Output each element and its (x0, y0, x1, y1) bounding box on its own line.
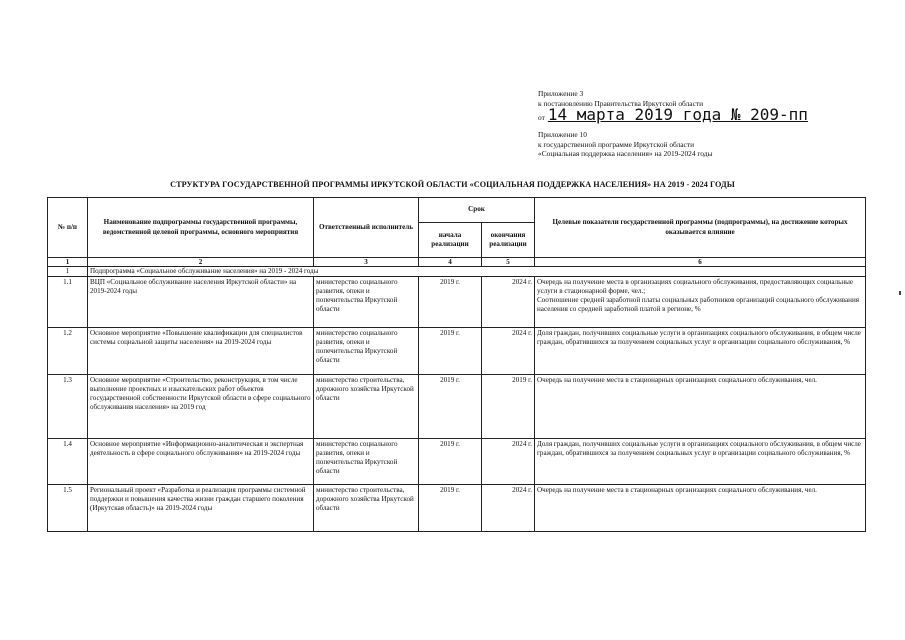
column-numbers-row (48, 258, 866, 267)
header-name: Наименование подпрограммы государственной программы, ведомственной целевой программы, основного мероприятия (88, 198, 314, 258)
header-num: № п/п (48, 198, 88, 258)
column-number: 3 (314, 258, 419, 267)
table-row (48, 277, 866, 328)
appendix-3-block (538, 89, 808, 123)
row-indicator: Доля граждан, получивших социальные услуги в организациях социального обслуживания, в общем числе граждан, обратившихся за получением социальных услуг в организации социального обслуживания, % (537, 329, 861, 347)
row-start-year: 2019 г. (419, 485, 482, 532)
header-end: окончания реализации (482, 223, 535, 258)
document-title: СТРУКТУРА ГОСУДАРСТВЕННОЙ ПРОГРАММЫ ИРКУТСКОЙ ОБЛАСТИ «СОЦИАЛЬНАЯ ПОДДЕРЖКА НАСЕЛЕНИЯ» НА 2019 - 2024 ГОДЫ (170, 180, 735, 189)
subprogram-row (48, 267, 866, 277)
subprogram-num: 1 (48, 267, 88, 277)
program-structure-table (47, 197, 866, 532)
table-row (48, 375, 866, 439)
decree-line (538, 105, 808, 125)
column-number: 6 (535, 258, 866, 267)
row-indicator: Очередь на получение места в стационарных организациях социального обслуживания, чел. (537, 486, 817, 494)
row-name: Основное мероприятие «Строительство, реконструкция, в том числе выполнение проектных и изыскательских работ объектов государственной собственности Иркутской области в сфере социального обслуживания населения» на 2019 год (88, 375, 314, 439)
appendix-10-label: Приложение 10 (538, 130, 587, 139)
row-indicators (535, 328, 866, 375)
table-row (48, 328, 866, 375)
column-number: 4 (419, 258, 482, 267)
row-name: Основное мероприятие «Повышение квалификации для специалистов системы социальной защиты населения» на 2019-2024 годы (88, 328, 314, 375)
row-num: 1.2 (48, 328, 88, 375)
appendix-3-reference: к постановлению Правительства Иркутской области (538, 98, 704, 108)
scan-speck (899, 291, 901, 295)
row-end-year: 2024 г. (482, 485, 535, 532)
decree-from-prefix: от (538, 113, 545, 123)
header-indicators: Целевые показатели государственной программы (подпрограммы), на достижение которых оказывается влияние (535, 198, 866, 258)
row-executor: министерство социального развития, опеки и попечительства Иркутской области (314, 439, 419, 485)
row-start-year: 2019 г. (419, 439, 482, 485)
row-num: 1.4 (48, 439, 88, 485)
row-num: 1.5 (48, 485, 88, 532)
column-number: 1 (48, 258, 88, 267)
row-num: 1.3 (48, 375, 88, 439)
row-end-year: 2024 г. (482, 439, 535, 485)
subprogram-title: Подпрограмма «Социальное обслуживание населения» на 2019 - 2024 годы (88, 267, 866, 277)
row-num: 1.1 (48, 277, 88, 328)
header-executor: Ответственный исполнитель (314, 198, 419, 258)
row-indicator: Доля граждан, получивших социальные услуги в организациях социального обслуживания, в общем числе граждан, обратившихся за получением социальных услуг в организации социального обслуживания, % (537, 440, 861, 458)
table-row (48, 485, 866, 532)
header-term: Срок (419, 198, 535, 223)
row-indicators (535, 277, 866, 328)
appendix-10-program: «Социальная поддержка населения» на 2019-2024 годы (538, 149, 713, 159)
row-name: Основное мероприятие «Информационно-аналитическая и экспертная деятельность в сфере социального обслуживания» на 2019-2024 годы (88, 439, 314, 485)
row-indicators (535, 485, 866, 532)
row-start-year: 2019 г. (419, 375, 482, 439)
row-executor: министерство строительства, дорожного хозяйства Иркутской области (314, 375, 419, 439)
row-indicators (535, 439, 866, 485)
row-end-year: 2024 г. (482, 277, 535, 328)
row-start-year: 2019 г. (419, 328, 482, 375)
row-executor: министерство социального развития, опеки и попечительства Иркутской области (314, 328, 419, 375)
row-indicator: Очередь на получение места в организациях социального обслуживания, предоставляющих социальные услуги в стационарной форме, чел.; (537, 278, 854, 296)
row-name: Региональный проект «Разработка и реализация программы системной поддержки и повышения качества жизни граждан старшего поколения (Иркутская область)» на 2019-2024 годы (88, 485, 314, 532)
table-row (48, 439, 866, 485)
appendix-10-reference: к государственной программе Иркутской области (538, 139, 695, 149)
row-indicator: Очередь на получение места в стационарных организациях социального обслуживания, чел. (537, 376, 817, 384)
row-indicators (535, 375, 866, 439)
row-end-year: 2024 г. (482, 328, 535, 375)
row-indicator: Соотношение средней заработной платы социальных работников организаций социального обслуживания населения со средней заработной платой в регионе, % (537, 296, 859, 314)
row-end-year: 2019 г. (482, 375, 535, 439)
handwritten-decree-date: 14 марта 2019 года № 209-пп (547, 105, 808, 125)
appendix-3-label: Приложение 3 (538, 89, 584, 98)
column-number: 5 (482, 258, 535, 267)
row-name: ВЦП «Социальное обслуживание населения Иркутской области» на 2019-2024 годы (88, 277, 314, 328)
header-start: начала реализации (419, 223, 482, 258)
appendix-10-block (538, 130, 712, 159)
row-start-year: 2019 г. (419, 277, 482, 328)
row-executor: министерство строительства, дорожного хозяйства Иркутской области (314, 485, 419, 532)
column-number: 2 (88, 258, 314, 267)
row-executor: министерство социального развития, опеки и попечительства Иркутской области (314, 277, 419, 328)
